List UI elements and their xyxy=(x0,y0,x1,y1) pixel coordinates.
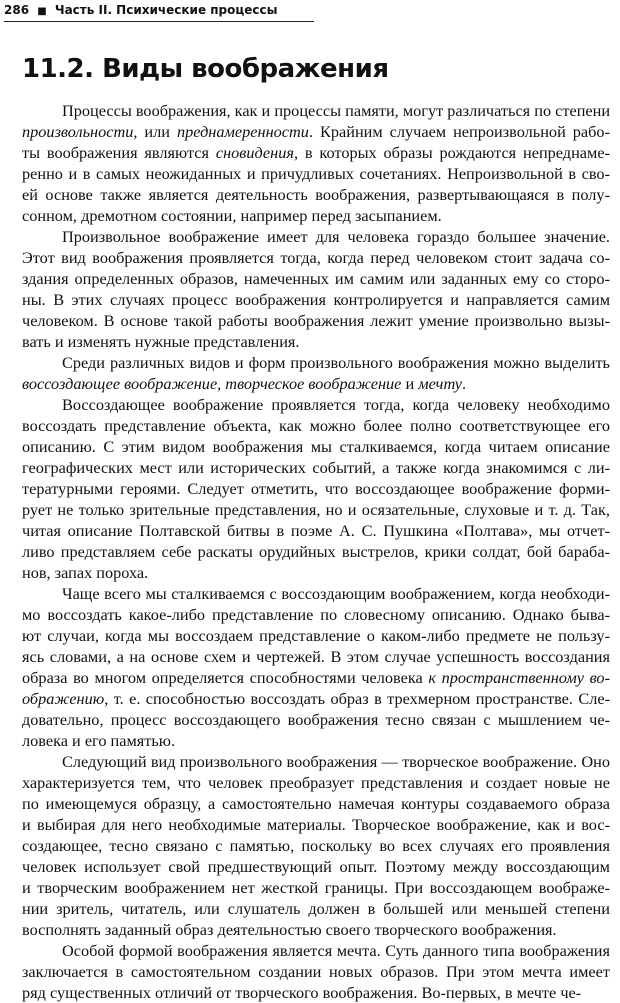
text-run: ют случаи, когда мы воссоздаем представление о каком-либо предмете не пользу- xyxy=(22,626,610,645)
text-run: ты воображения являются xyxy=(22,143,216,162)
text-run: . Крайним случаем непроизвольной рабо- xyxy=(308,122,610,141)
text-run: ряд существенных отличий от творческого воображения. Во-первых, в мечте че- xyxy=(22,983,582,1002)
text-run: человек использует свой предшествующий опыт. Поэтому между воссоздающим xyxy=(22,857,610,876)
text-run: ны. В этих случаях процесс воображения контролируется и направляется самим xyxy=(22,290,610,309)
text-run: Среди различных видов и форм произвольного воображения можно выделить xyxy=(62,353,610,372)
text-line xyxy=(22,331,610,352)
text-run: рует не только зрительные представления, но и осязательные, слуховые и т. д. Так, xyxy=(22,500,610,519)
text-line xyxy=(22,982,610,1003)
text-line xyxy=(22,352,610,373)
text-line xyxy=(22,961,610,982)
text-run: географических мест или исторических событий, а также когда знакомимся с ли- xyxy=(22,458,610,477)
text-line xyxy=(22,457,610,478)
text-line xyxy=(22,373,610,394)
running-head xyxy=(4,2,314,22)
text-run: создающее, тесно связано с памятью, поскольку во всех случаях его проявления xyxy=(22,836,610,855)
text-line xyxy=(22,856,610,877)
paragraph xyxy=(22,583,610,751)
text-run: , т. е. способностью воссоздать образ в трехмерном пространстве. Сле- xyxy=(104,689,610,708)
text-line xyxy=(22,814,610,835)
text-line xyxy=(22,121,610,142)
text-run: , в которых образы рождаются непреднаме- xyxy=(293,143,610,162)
chapter-title: 11.2. Виды воображения xyxy=(22,54,389,84)
paragraph xyxy=(22,940,610,1003)
text-run: вать и изменять нужные представления. xyxy=(22,332,300,351)
text-line xyxy=(22,667,610,688)
text-run: Чаще всего мы сталкиваемся с воссоздающим воображением, когда необходи- xyxy=(62,584,610,603)
body-text xyxy=(22,100,610,1003)
italic-term: воссоздающее воображение, творческое воображение xyxy=(22,374,402,393)
text-run: здания определенных образов, намеченных им самим или заданных ему со сторо- xyxy=(22,269,610,288)
text-run: и выбирая для него необходимые материалы. Творческое воображение, как и вос- xyxy=(22,815,610,834)
text-line xyxy=(22,541,610,562)
text-run: ей основе также является деятельность воображения, развертывающаяся в полу- xyxy=(22,185,610,204)
italic-term: преднамеренности xyxy=(176,122,309,141)
text-line xyxy=(22,100,610,121)
text-run: нов, запах пороха. xyxy=(22,563,149,582)
text-run: Процессы воображения, как и процессы памяти, могут различаться по степени xyxy=(62,101,610,120)
text-run: восполнять заданный образ деятельностью своего творческого воображения. xyxy=(22,920,557,939)
paragraph xyxy=(22,226,610,352)
text-run: ренно и в самых неожиданных и причудливых сочетаниях. Непроизвольной в сво- xyxy=(22,164,610,183)
text-run: ловека и его памятью. xyxy=(22,731,176,750)
text-line xyxy=(22,226,610,247)
text-line xyxy=(22,163,610,184)
text-line xyxy=(22,751,610,772)
page-number: 286 xyxy=(4,3,30,17)
text-run: ливо представляем себе раскаты орудийных выстрелов, крики солдат, бой бараба- xyxy=(22,542,610,561)
text-run: по имеющемуся образцу, а самостоятельно намечая контуры создаваемого образа xyxy=(22,794,610,813)
text-line xyxy=(22,646,610,667)
text-line xyxy=(22,877,610,898)
text-run: и творческим воображением нет жесткой границы. При воссоздающем воображе- xyxy=(22,878,610,897)
italic-term: ображению xyxy=(22,689,105,708)
text-line xyxy=(22,394,610,415)
text-line xyxy=(22,562,610,583)
text-line xyxy=(22,142,610,163)
text-run: нии зритель, читатель, или слушатель должен в большей или меньшей степени xyxy=(22,899,610,918)
separator-square-icon: ■ xyxy=(37,6,47,17)
text-line xyxy=(22,772,610,793)
text-run: описанию. С этим видом воображения мы сталкиваемся, когда читаем описание xyxy=(22,437,610,456)
text-run: , или xyxy=(133,122,177,141)
text-line xyxy=(22,478,610,499)
text-line xyxy=(22,415,610,436)
text-run: сонном, дремотном состоянии, например перед засыпанием. xyxy=(22,206,442,225)
text-run: заключается в самостоятельном создании новых образов. При этом мечта имеет xyxy=(22,962,610,981)
text-line xyxy=(22,793,610,814)
text-line xyxy=(22,520,610,541)
text-run: читая описание Полтавской битвы в поэме А. С. Пушкина «Полтава», мы отчет- xyxy=(22,521,610,540)
text-line xyxy=(22,709,610,730)
text-run: человеком. В основе такой работы воображения лежит умение произвольно вызы- xyxy=(22,311,610,330)
text-line xyxy=(22,583,610,604)
paragraph xyxy=(22,751,610,940)
text-run: воссоздать представление объекта, как можно более полно соответствующее его xyxy=(22,416,610,435)
italic-term: к пространственному во- xyxy=(428,668,610,687)
text-line xyxy=(22,436,610,457)
text-run: . xyxy=(462,374,467,393)
text-run: Этот вид воображения проявляется тогда, когда перед человеком стоит задача со- xyxy=(22,248,610,267)
text-run: и xyxy=(401,374,419,393)
text-run: образа во многом определяется способностями человека xyxy=(22,668,429,687)
italic-term: мечту xyxy=(418,374,463,393)
text-run: тературными героями. Следует отметить, что воссоздающее воображение форми- xyxy=(22,479,610,498)
text-line xyxy=(22,835,610,856)
text-line xyxy=(22,688,610,709)
text-line xyxy=(22,919,610,940)
text-run: довательно, процесс воссоздающего воображения тесно связан с мышлением че- xyxy=(22,710,610,729)
text-run: Особой формой воображения является мечта. Суть данного типа воображения xyxy=(62,941,610,960)
text-line xyxy=(22,625,610,646)
italic-term: сновидения xyxy=(215,143,294,162)
paragraph xyxy=(22,394,610,583)
text-line xyxy=(22,184,610,205)
text-line xyxy=(22,940,610,961)
paragraph xyxy=(22,352,610,394)
text-run: Следующий вид произвольного воображения — творческое воображение. Оно xyxy=(62,752,610,771)
text-line xyxy=(22,268,610,289)
text-run: ясь словами, а на основе схем и чертежей. В этом случае успешность воссоздания xyxy=(22,647,610,666)
part-title: Часть II. Психические процессы xyxy=(54,3,278,17)
text-line xyxy=(22,499,610,520)
text-run: характеризуется тем, что человек преобразует представления и создает новые не xyxy=(22,773,610,792)
text-line xyxy=(22,604,610,625)
text-run: мо воссоздать какое-либо представление по словесному описанию. Однако быва- xyxy=(22,605,610,624)
text-line xyxy=(22,898,610,919)
text-line xyxy=(22,205,610,226)
paragraph xyxy=(22,100,610,226)
text-run: Воссоздающее воображение проявляется тогда, когда человеку необходимо xyxy=(62,395,610,414)
text-line xyxy=(22,310,610,331)
italic-term: произвольности xyxy=(22,122,134,141)
text-line xyxy=(22,289,610,310)
text-run: Произвольное воображение имеет для человека гораздо большее значение. xyxy=(62,227,610,246)
text-line xyxy=(22,730,610,751)
text-line xyxy=(22,247,610,268)
